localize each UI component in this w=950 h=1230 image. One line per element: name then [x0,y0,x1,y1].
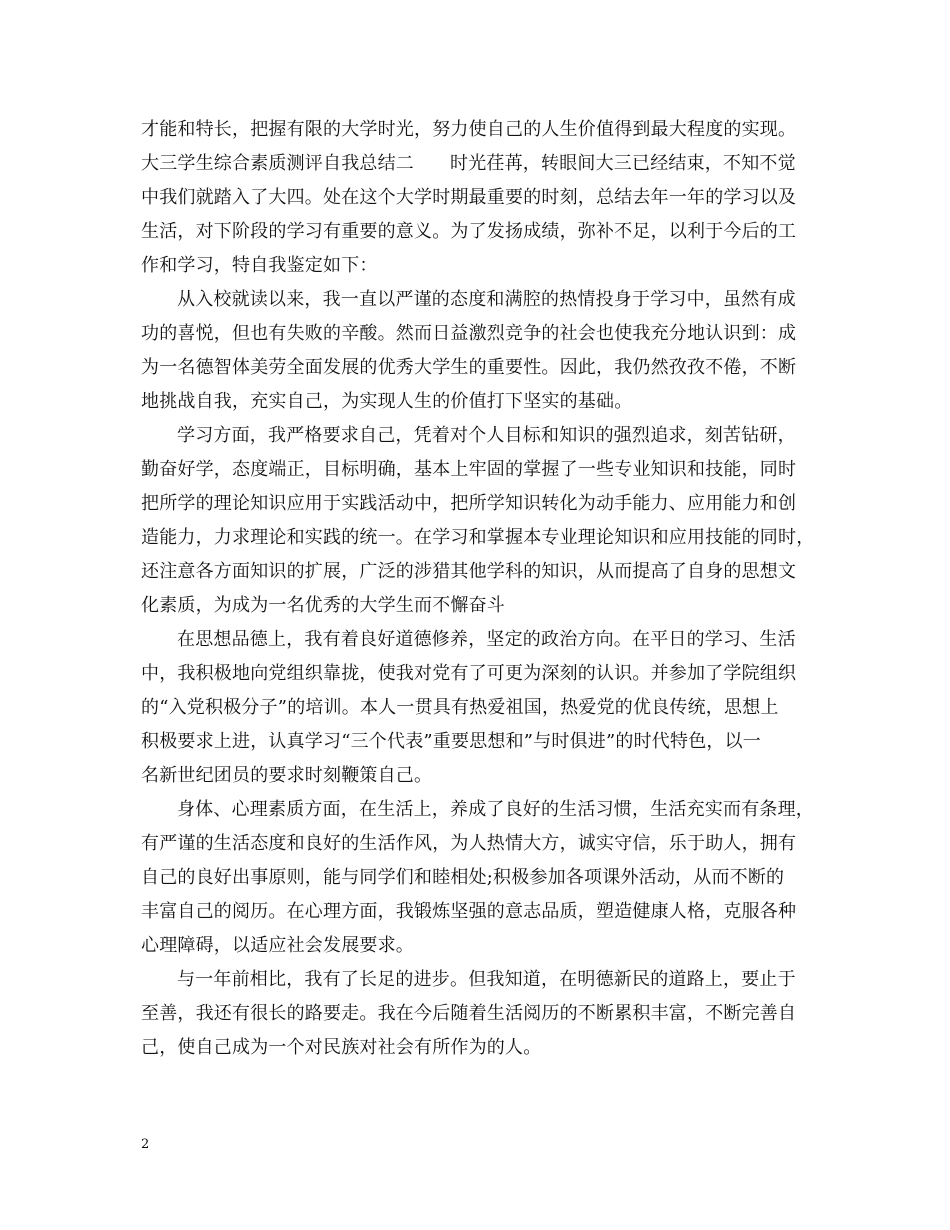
text-line: 积极要求上进，认真学习“三个代表”重要思想和”与时俱进”的时代特色，以一 [141,731,762,752]
text-line: 造能力，力求理论和实践的统一。在学习和掌握本专业理论知识和应用技能的同时， [141,527,815,548]
text-line: 化素质，为成为一名优秀的大学生而不懈奋斗 [141,595,505,616]
text-line: 有严谨的生活态度和良好的生活作风，为人热情大方，诚实守信，乐于助人，拥有 [141,833,797,854]
text-line: 丰富自己的阅历。在心理方面，我锻炼坚强的意志品质，塑造健康人格，克服各种 [141,901,797,922]
text-line: 中，我积极地向党组织靠拢，使我对党有了可更为深刻的认识。并参加了学院组织 [141,663,797,684]
document-body [141,113,821,1065]
text-line: 生活，对下阶段的学习有重要的意义。为了发扬成绩，弥补不足，以利于今后的工 [141,221,797,242]
paragraph-start-line: 与一年前相比，我有了长足的进步。但我知道，在明德新民的道路上，要止于 [177,969,796,990]
paragraph-start-line: 学习方面，我严格要求自己，凭着对个人目标和知识的强烈追求，刻苦钻研， [177,425,796,446]
text-line: 功的喜悦，但也有失败的辛酸。然而日益激烈竞争的社会也使我充分地认识到：成 [141,323,797,344]
section-title: 大三学生综合素质测评自我总结二 [141,153,414,174]
text-line: 为一名德智体美劳全面发展的优秀大学生的重要性。因此，我仍然孜孜不倦，不断 [141,357,797,378]
text-line: 中我们就踏入了大四。处在这个大学时期最重要的时刻，总结去年一年的学习以及 [141,187,797,208]
text-line: 才能和特长，把握有限的大学时光，努力使自己的人生价值得到最大程度的实现。 [141,119,797,140]
text-line: 名新世纪团员的要求时刻鞭策自己。 [141,765,433,786]
paragraph-start-line: 身体、心理素质方面，在生活上，养成了良好的生活习惯，生活充实而有条理， [177,799,814,820]
text-line: 自己的良好出事原则，能与同学们和睦相处;积极参加各项课外活动，从而不断的 [141,867,785,888]
text-line: 还注意各方面知识的扩展，广泛的涉猎其他学科的知识，从而提高了自身的思想文 [141,561,797,582]
text-line: 把所学的理论知识应用于实践活动中，把所学知识转化为动手能力、应用能力和创 [141,493,797,514]
text-line: 己，使自己成为一个对民族对社会有所作为的人。 [141,1037,542,1058]
text-line: 至善，我还有很长的路要走。我在今后随着生活阅历的不断累积丰富，不断完善自 [141,1003,797,1024]
text-line: 作和学习，特自我鉴定如下： [141,255,378,276]
text-segment: 时光荏苒，转眼间大三已经结束，不知不觉 [450,153,796,174]
paragraph-start-line: 从入校就读以来，我一直以严谨的态度和满腔的热情投身于学习中，虽然有成 [177,289,796,310]
text-line-with-title [141,147,821,181]
text-line: 勤奋好学，态度端正，目标明确，基本上牢固的掌握了一些专业知识和技能，同时 [141,459,797,480]
text-line: 心理障碍，以适应社会发展要求。 [141,935,414,956]
page-number: 2 [141,1137,150,1152]
text-line: 地挑战自我，充实自己，为实现人生的价值打下坚实的基础。 [141,391,633,412]
text-line: 的“入党积极分子”的培训。本人一贯具有热爱祖国，热爱党的优良传统，思想上 [141,697,779,718]
paragraph-start-line: 在思想品德上，我有着良好道德修养，坚定的政治方向。在平日的学习、生活 [177,629,796,650]
